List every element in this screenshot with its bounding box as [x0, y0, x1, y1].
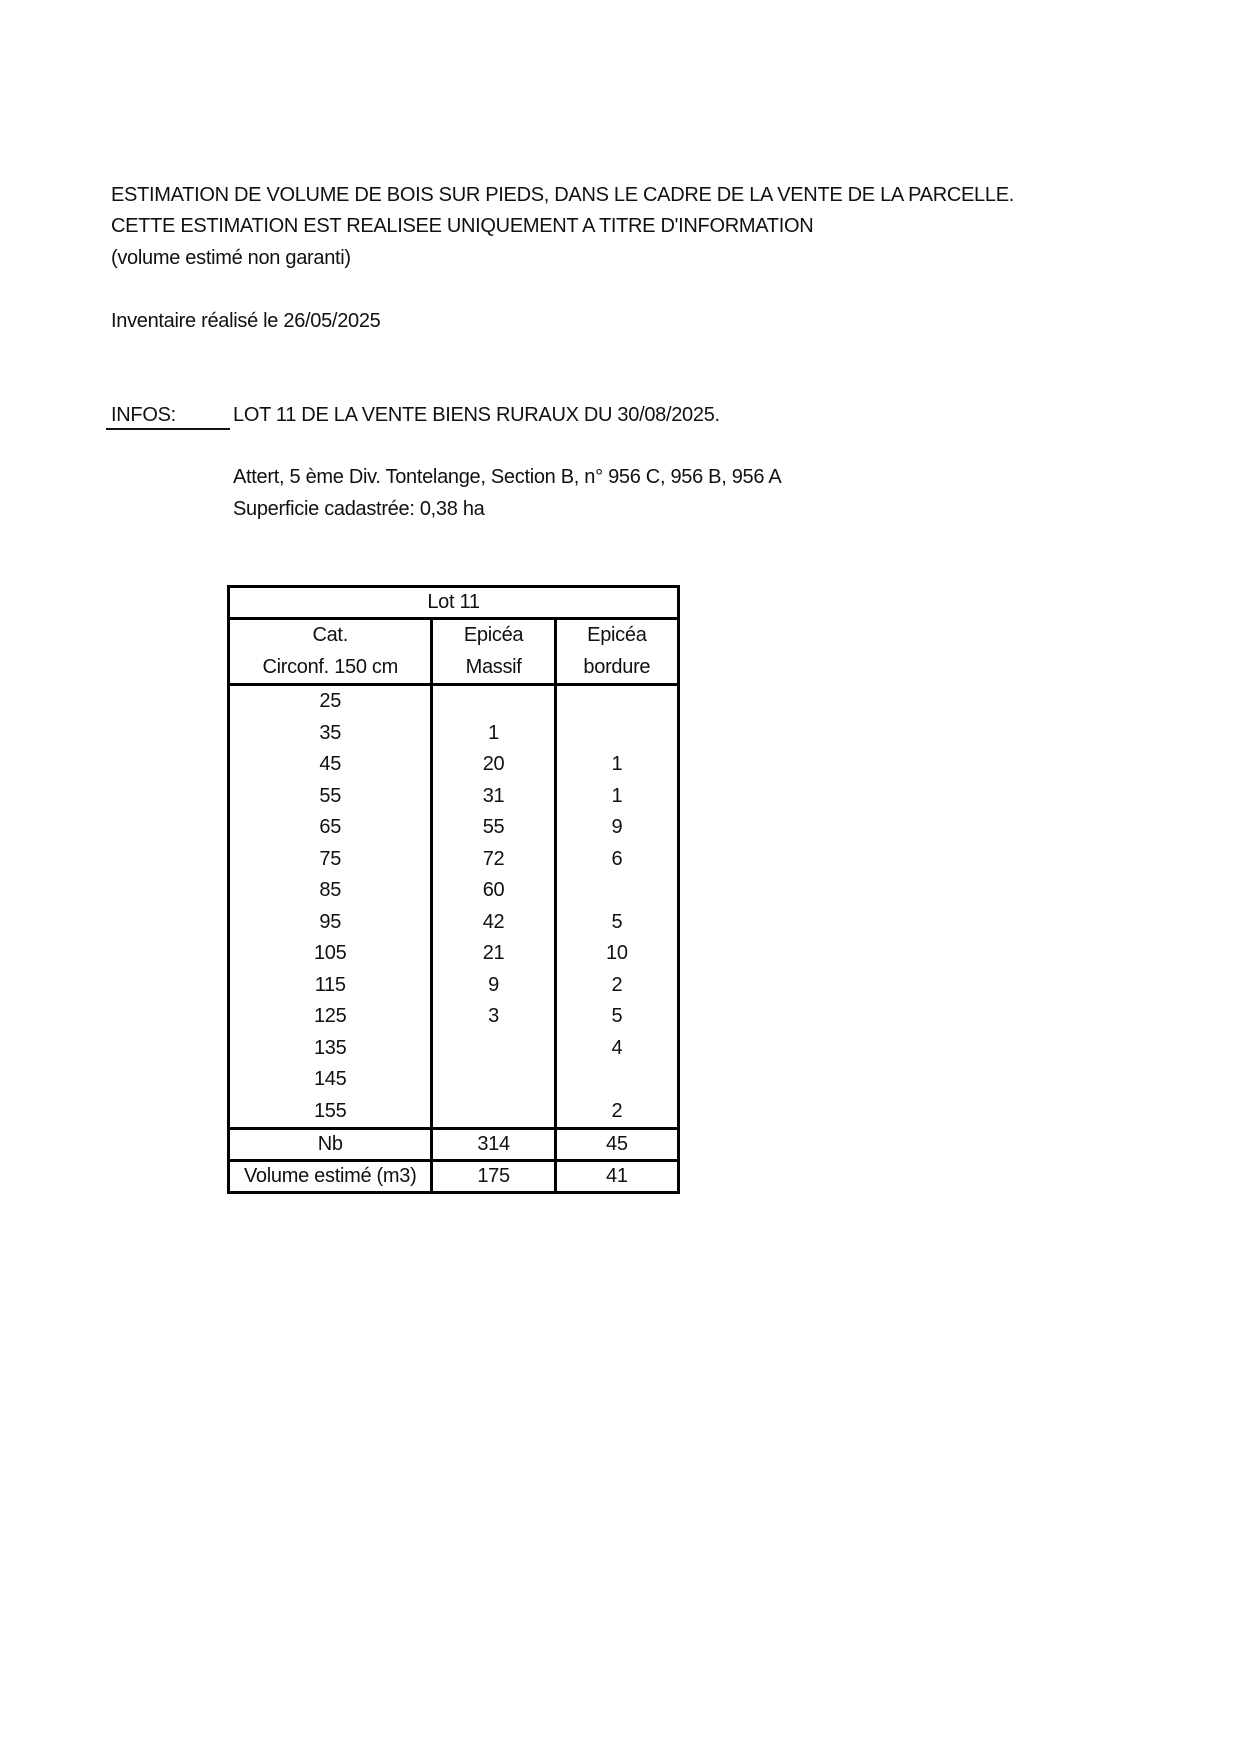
table-row — [229, 718, 679, 750]
cadastral-area: Superficie cadastrée: 0,38 ha — [233, 498, 485, 520]
table-row — [229, 749, 679, 781]
count-cell — [432, 1033, 555, 1065]
table-row — [229, 938, 679, 970]
header-cell: Circonf. 150 cm — [229, 652, 432, 685]
table-row — [229, 1096, 679, 1129]
table-title-row — [229, 587, 679, 619]
table-row — [229, 1064, 679, 1096]
count-cell — [432, 1064, 555, 1096]
count-cell: 3 — [432, 1001, 555, 1033]
count-cell: 9 — [432, 970, 555, 1002]
count-cell — [432, 1096, 555, 1129]
table-row — [229, 812, 679, 844]
inventory-date: Inventaire réalisé le 26/05/2025 — [111, 310, 381, 332]
category-cell: 155 — [229, 1096, 432, 1129]
cadastral-address: Attert, 5 ème Div. Tontelange, Section B, n° 956 C, 956 B, 956 A — [233, 466, 782, 488]
header-cell: Massif — [432, 652, 555, 685]
infos-text: LOT 11 DE LA VENTE BIENS RURAUX DU 30/08/2025. — [233, 404, 720, 426]
volume-label: Volume estimé (m3) — [229, 1161, 432, 1193]
count-cell: 21 — [432, 938, 555, 970]
total-count-label: Nb — [229, 1129, 432, 1161]
table-row — [229, 844, 679, 876]
count-cell: 2 — [555, 1096, 678, 1129]
category-cell: 95 — [229, 907, 432, 939]
category-cell: 35 — [229, 718, 432, 750]
count-cell: 20 — [432, 749, 555, 781]
table-row — [229, 875, 679, 907]
category-cell: 55 — [229, 781, 432, 813]
table-row — [229, 907, 679, 939]
count-cell: 55 — [432, 812, 555, 844]
total-count-massif: 314 — [432, 1129, 555, 1161]
category-cell: 145 — [229, 1064, 432, 1096]
header-line-1: ESTIMATION DE VOLUME DE BOIS SUR PIEDS, DANS LE CADRE DE LA VENTE DE LA PARCELLE. — [111, 184, 1014, 206]
volume-row — [229, 1161, 679, 1193]
total-count-bordure: 45 — [555, 1129, 678, 1161]
count-cell: 5 — [611, 1005, 623, 1027]
table-row — [229, 781, 679, 813]
infos-label: INFOS: — [111, 404, 176, 426]
category-cell: 125 — [229, 1001, 432, 1033]
count-cell: 9 — [611, 816, 623, 838]
count-cell: 4 — [611, 1036, 623, 1059]
lot-table — [227, 585, 680, 1194]
count-cell — [555, 875, 678, 907]
table-row — [229, 685, 679, 718]
table-title: Lot 11 — [229, 587, 679, 619]
category-cell: 45 — [229, 749, 432, 781]
count-cell: 1 — [611, 784, 623, 807]
table-header-row — [229, 652, 679, 685]
header-line-3: (volume estimé non garanti) — [111, 247, 351, 269]
header-line-2: CETTE ESTIMATION EST REALISEE UNIQUEMENT A TITRE D'INFORMATION — [111, 215, 814, 237]
count-cell: 10 — [606, 942, 628, 964]
volume-massif: 175 — [432, 1161, 555, 1193]
count-cell: 72 — [432, 844, 555, 876]
category-cell: 75 — [229, 844, 432, 876]
table-header-row — [229, 619, 679, 652]
count-cell — [555, 685, 678, 718]
total-count-row — [229, 1129, 679, 1161]
category-cell: 115 — [229, 970, 432, 1002]
count-cell: 1 — [611, 753, 623, 775]
category-cell: 65 — [229, 812, 432, 844]
count-cell: 1 — [432, 718, 555, 750]
volume-bordure: 41 — [606, 1165, 628, 1187]
table-row — [229, 970, 679, 1002]
header-cell: Epicéa — [432, 619, 555, 652]
count-cell: 31 — [432, 781, 555, 813]
category-cell: 25 — [229, 685, 432, 718]
count-cell: 2 — [611, 973, 623, 996]
count-cell: 60 — [432, 875, 555, 907]
table-row — [229, 1001, 679, 1033]
infos-underline — [106, 428, 230, 430]
table-row — [229, 1033, 679, 1065]
category-cell: 105 — [229, 938, 432, 970]
count-cell — [432, 685, 555, 718]
header-cell: Cat. — [229, 619, 432, 652]
header-cell: bordure — [555, 652, 678, 685]
category-cell: 85 — [229, 875, 432, 907]
count-cell: 42 — [432, 907, 555, 939]
count-cell — [555, 1064, 678, 1096]
count-cell — [555, 718, 678, 750]
header-cell: Epicéa — [587, 624, 647, 646]
count-cell: 5 — [611, 910, 623, 933]
category-cell: 135 — [229, 1033, 432, 1065]
count-cell: 6 — [611, 847, 623, 870]
